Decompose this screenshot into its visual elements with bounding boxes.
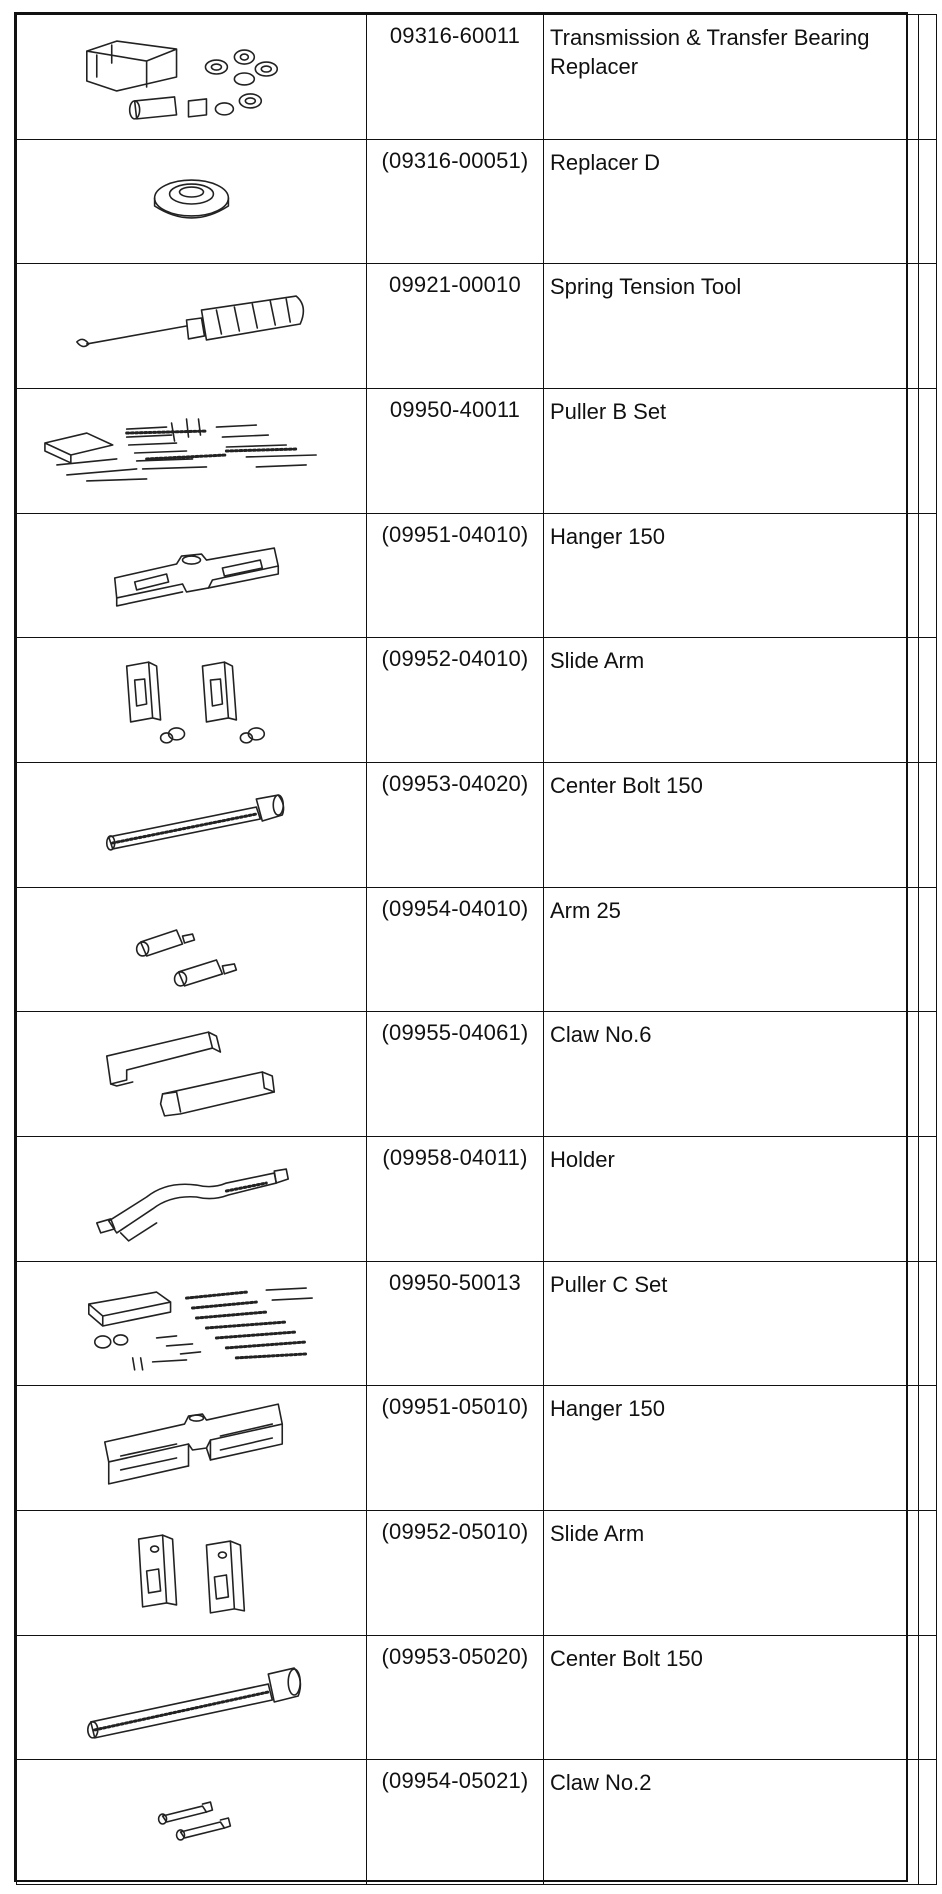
claw-pin-icon: [17, 1760, 366, 1882]
part-number: (09955-04061): [367, 1012, 544, 1137]
tool-illustration-cell: [17, 1510, 367, 1635]
table-row: [17, 1261, 937, 1386]
tool-illustration-cell: [17, 15, 367, 140]
blank-column-cell: [919, 638, 937, 763]
tool-name: Center Bolt 150: [544, 1635, 919, 1760]
part-number: (09316-00051): [367, 139, 544, 264]
tool-name: Center Bolt 150: [544, 762, 919, 887]
part-number: (09953-04020): [367, 762, 544, 887]
part-number: (09952-04010): [367, 638, 544, 763]
blank-column-cell: [919, 264, 937, 389]
part-number: (09954-04010): [367, 887, 544, 1012]
hanger-icon: [17, 1386, 366, 1508]
blank-column-cell: [919, 1635, 937, 1760]
blank-column-cell: [919, 1386, 937, 1511]
tool-name: Transmission & Transfer Bearing Replacer: [544, 15, 919, 140]
table-row: [17, 388, 937, 513]
blank-column-cell: [919, 887, 937, 1012]
table-row: [17, 1760, 937, 1885]
blank-column-cell: [919, 139, 937, 264]
table-row: [17, 1635, 937, 1760]
tool-illustration-cell: [17, 388, 367, 513]
tool-illustration-cell: [17, 1386, 367, 1511]
blank-column-cell: [919, 513, 937, 638]
part-number: 09921-00010: [367, 264, 544, 389]
blank-column-cell: [919, 1510, 937, 1635]
special-tools-table-frame: [14, 12, 908, 1882]
tool-name: Arm 25: [544, 887, 919, 1012]
puller-set-icon: [17, 1262, 366, 1384]
tool-name: Hanger 150: [544, 513, 919, 638]
spring-tension-tool-icon: [17, 264, 366, 386]
blank-column-cell: [919, 1760, 937, 1885]
tool-illustration-cell: [17, 139, 367, 264]
tool-name: Holder: [544, 1136, 919, 1261]
tool-illustration-cell: [17, 513, 367, 638]
holder-icon: [17, 1137, 366, 1259]
part-number: 09950-50013: [367, 1261, 544, 1386]
slide-arm-icon: [17, 638, 366, 760]
part-number: (09958-04011): [367, 1136, 544, 1261]
part-number: (09953-05020): [367, 1635, 544, 1760]
blank-column-cell: [919, 15, 937, 140]
special-tools-table: [16, 14, 937, 1885]
tool-illustration-cell: [17, 264, 367, 389]
part-number: (09951-04010): [367, 513, 544, 638]
table-row: [17, 15, 937, 140]
table-row: [17, 1510, 937, 1635]
center-bolt-icon: [17, 1636, 366, 1758]
tool-name: Claw No.2: [544, 1760, 919, 1885]
puller-set-icon: [17, 389, 366, 511]
table-row: [17, 1136, 937, 1261]
part-number: 09316-60011: [367, 15, 544, 140]
part-number: 09950-40011: [367, 388, 544, 513]
table-row: [17, 139, 937, 264]
part-number: (09954-05021): [367, 1760, 544, 1885]
tool-illustration-cell: [17, 762, 367, 887]
part-number: (09952-05010): [367, 1510, 544, 1635]
tool-name: Replacer D: [544, 139, 919, 264]
tool-illustration-cell: [17, 1261, 367, 1386]
blank-column-cell: [919, 1012, 937, 1137]
arm-icon: [17, 888, 366, 1010]
blank-column-cell: [919, 1261, 937, 1386]
table-row: [17, 1386, 937, 1511]
tool-illustration-cell: [17, 638, 367, 763]
blank-column-cell: [919, 762, 937, 887]
tool-illustration-cell: [17, 1136, 367, 1261]
blank-column-cell: [919, 1136, 937, 1261]
tool-illustration-cell: [17, 1012, 367, 1137]
table-row: [17, 264, 937, 389]
tool-name: Slide Arm: [544, 638, 919, 763]
slide-arm-icon: [17, 1511, 366, 1633]
tool-illustration-cell: [17, 887, 367, 1012]
tool-name: Hanger 150: [544, 1386, 919, 1511]
part-number: (09951-05010): [367, 1386, 544, 1511]
tool-illustration-cell: [17, 1760, 367, 1885]
tool-name: Puller C Set: [544, 1261, 919, 1386]
table-row: [17, 762, 937, 887]
tool-name: Spring Tension Tool: [544, 264, 919, 389]
tool-name: Claw No.6: [544, 1012, 919, 1137]
tool-name: Slide Arm: [544, 1510, 919, 1635]
center-bolt-icon: [17, 763, 366, 885]
bearing-replacer-set-icon: [17, 15, 366, 137]
replacer-d-icon: [17, 140, 366, 262]
table-row: [17, 887, 937, 1012]
table-row: [17, 638, 937, 763]
claw-icon: [17, 1012, 366, 1134]
hanger-icon: [17, 514, 366, 636]
tool-illustration-cell: [17, 1635, 367, 1760]
table-row: [17, 1012, 937, 1137]
table-row: [17, 513, 937, 638]
tool-name: Puller B Set: [544, 388, 919, 513]
blank-column-cell: [919, 388, 937, 513]
